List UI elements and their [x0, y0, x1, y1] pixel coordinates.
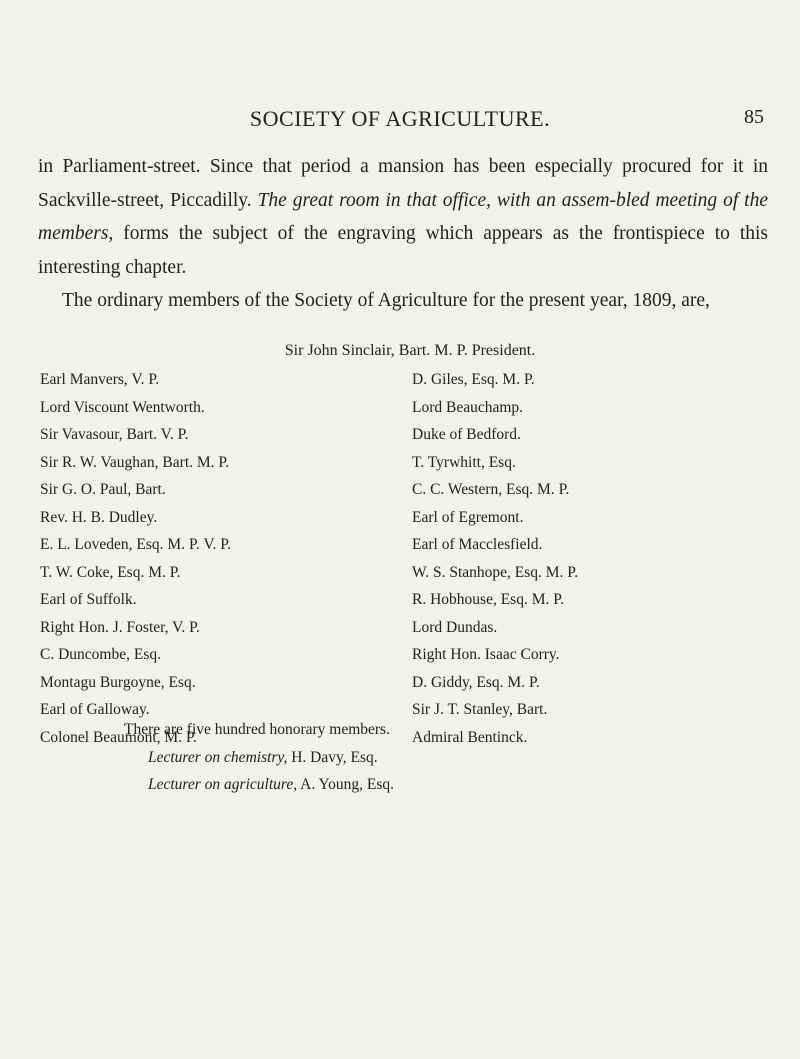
- member-entry: Lord Viscount Wentworth.: [40, 398, 205, 416]
- member-entry: D. Giles, Esq. M. P.: [412, 371, 535, 388]
- member-entry: Earl of Egremont.: [412, 508, 524, 526]
- members-list-right: [412, 366, 772, 751]
- president-line: Sir John Sinclair, Bart. M. P. President.: [284, 342, 536, 359]
- member-entry: Sir R. W. Vaughan, Bart. M. P.: [40, 453, 230, 471]
- lecturer-name: H. Davy, Esq.: [287, 748, 378, 766]
- member-entry: Earl Manvers, V. P.: [40, 371, 160, 388]
- honorary-members-line: There are five hundred honorary members.: [124, 721, 390, 738]
- paragraph-1-text-a: in Parliament-street. Since that period a mansion has been especially procured for it in Sackville-street, Piccadilly.: [38, 156, 768, 211]
- paragraph-1-text-b: forms the subject of the engraving which appears as the frontispiece to this interesting chapter.: [38, 223, 768, 278]
- body-text: [38, 150, 768, 318]
- member-entry: Lord Dundas.: [412, 618, 498, 636]
- member-entry: Sir Vavasour, Bart. V. P.: [40, 426, 189, 443]
- member-entry: C. Duncombe, Esq.: [40, 646, 161, 663]
- member-entry: Admiral Bentinck.: [412, 728, 528, 746]
- member-entry: Right Hon. Isaac Corry.: [412, 646, 560, 663]
- member-entry: Duke of Bedford.: [412, 426, 521, 443]
- member-entry: Montagu Burgoyne, Esq.: [40, 673, 196, 691]
- member-entry: Earl of Suffolk.: [40, 591, 137, 608]
- member-entry: Right Hon. J. Foster, V. P.: [40, 618, 200, 636]
- members-list-left: [40, 366, 360, 751]
- lecturer-agriculture-line: [148, 771, 800, 799]
- page-header: [0, 106, 800, 136]
- member-entry: R. Hobhouse, Esq. M. P.: [412, 591, 565, 608]
- member-entry: Lord Beauchamp.: [412, 398, 524, 416]
- member-entry: W. S. Stanhope, Esq. M. P.: [412, 563, 579, 581]
- lecturer-title: Lecturer on chemistry,: [148, 748, 288, 766]
- closing-lines: [0, 716, 800, 799]
- paragraph-1: [38, 150, 768, 284]
- paragraph-1-italic: The great room in that office, with an assem-bled meeting of the members,: [38, 189, 768, 244]
- member-entry: Earl of Macclesfield.: [412, 536, 543, 553]
- member-entry: D. Giddy, Esq. M. P.: [412, 673, 540, 691]
- member-entry: T. Tyrwhitt, Esq.: [412, 453, 516, 471]
- member-entry: Sir G. O. Paul, Bart.: [40, 481, 166, 498]
- member-entry: T. W. Coke, Esq. M. P.: [40, 563, 181, 581]
- running-title: SOCIETY OF AGRICULTURE.: [249, 106, 551, 131]
- member-entry: Rev. H. B. Dudley.: [40, 508, 158, 526]
- member-entry: C. C. Western, Esq. M. P.: [412, 481, 570, 498]
- lecturer-title: Lecturer on agriculture,: [148, 776, 298, 793]
- lecturer-chemistry-line: [148, 744, 800, 772]
- lecturer-name: A. Young, Esq.: [297, 776, 395, 793]
- page-number: 85: [744, 106, 764, 128]
- member-entry: E. L. Loveden, Esq. M. P. V. P.: [40, 536, 232, 553]
- paragraph-2: The ordinary members of the Society of Agriculture for the present year, 1809, are,: [62, 290, 710, 311]
- member-entry: Sir J. T. Stanley, Bart.: [412, 701, 548, 718]
- member-entry: Colonel Beaumont, M. P.: [40, 728, 197, 746]
- member-entry: Earl of Galloway.: [40, 701, 150, 718]
